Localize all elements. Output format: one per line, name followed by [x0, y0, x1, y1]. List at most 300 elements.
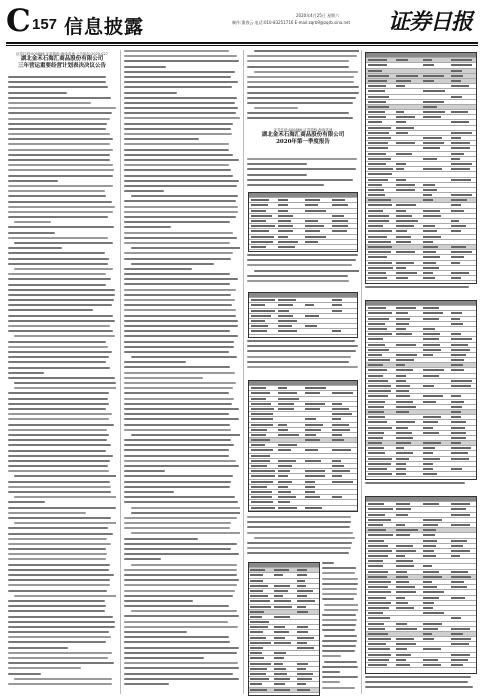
text-line — [247, 174, 307, 176]
text-line — [8, 501, 45, 503]
table-cell — [423, 246, 438, 248]
text-line — [247, 350, 356, 352]
text-line — [124, 159, 239, 161]
text-line — [8, 377, 115, 379]
text-column-4-note — [365, 286, 475, 296]
table-cell — [305, 424, 323, 426]
table-cell — [297, 606, 306, 608]
table-cell — [451, 540, 467, 542]
text-line — [124, 429, 231, 431]
table-cell — [423, 262, 436, 264]
table-cell — [396, 359, 414, 361]
table-cell — [368, 64, 387, 66]
table-cell — [368, 267, 393, 269]
text-line — [8, 206, 115, 208]
announcement-2-title-2: 2020年第一季度报告 — [276, 138, 330, 145]
table-cell — [250, 600, 270, 602]
text-line — [8, 673, 41, 675]
text-line — [124, 294, 231, 296]
table-cell — [368, 623, 384, 625]
text-line — [247, 521, 351, 523]
table-cell — [250, 689, 266, 691]
table-cell — [332, 460, 340, 462]
text-line — [124, 71, 235, 73]
table-cell — [368, 80, 387, 82]
table-cell — [305, 496, 320, 498]
table-cell — [251, 330, 267, 332]
text-column-1 — [8, 76, 116, 694]
text-line — [124, 278, 238, 280]
table-cell — [297, 626, 308, 628]
table-cell — [368, 272, 386, 274]
text-line — [8, 175, 113, 177]
table-cell — [278, 241, 298, 243]
table-cell — [451, 401, 464, 403]
table-cell — [396, 369, 413, 371]
table-cell — [451, 142, 470, 144]
text-line — [322, 583, 358, 585]
text-line — [324, 661, 357, 663]
text-line — [8, 169, 114, 171]
table-cell — [250, 580, 263, 582]
table-cell — [451, 468, 462, 470]
table-cell — [278, 315, 293, 317]
table-cell — [251, 444, 265, 446]
table-cell — [368, 427, 392, 429]
text-line — [322, 676, 358, 678]
text-line — [8, 398, 108, 400]
text-line — [8, 143, 110, 145]
table-cell — [451, 380, 472, 382]
table-cell — [368, 380, 388, 382]
table-cell — [251, 304, 265, 306]
table-cell — [368, 328, 387, 330]
text-line — [124, 216, 236, 218]
text-line — [322, 562, 334, 564]
financial-table — [248, 292, 358, 338]
text-line — [8, 309, 93, 311]
text-line — [247, 264, 352, 266]
table-cell — [423, 328, 435, 330]
text-line — [124, 626, 238, 628]
table-cell — [396, 390, 410, 392]
text-line — [247, 81, 354, 83]
table-row — [366, 472, 476, 477]
table-cell — [423, 277, 434, 279]
table-cell — [251, 408, 274, 410]
table-cell — [251, 486, 267, 488]
table-cell — [368, 147, 387, 149]
text-line — [124, 496, 235, 498]
table-cell — [251, 315, 271, 317]
table-cell — [368, 437, 383, 439]
text-line — [124, 299, 235, 301]
income-statement-table — [365, 300, 477, 480]
table-cell — [368, 648, 390, 650]
table-cell — [274, 616, 290, 618]
table-cell — [251, 241, 273, 243]
text-column-4-note — [365, 482, 475, 492]
table-cell — [423, 395, 443, 397]
text-line — [8, 247, 62, 249]
table-cell — [297, 600, 315, 602]
text-line — [8, 226, 114, 228]
text-line — [324, 609, 358, 611]
table-cell — [251, 429, 267, 431]
table-cell — [368, 519, 391, 521]
table-cell — [396, 555, 405, 557]
table-cell — [251, 460, 270, 462]
text-line — [322, 619, 357, 621]
text-line — [124, 81, 238, 83]
table-cell — [250, 683, 262, 685]
table-cell — [274, 642, 291, 644]
text-line — [8, 538, 107, 540]
table-cell — [396, 602, 408, 604]
table-cell — [332, 392, 353, 394]
table-cell — [423, 80, 434, 82]
table-cell — [396, 380, 406, 382]
text-line — [124, 501, 238, 503]
table-cell — [251, 496, 272, 498]
text-line — [131, 507, 240, 509]
text-line — [8, 351, 112, 353]
text-line — [124, 657, 204, 659]
table-cell — [332, 439, 344, 441]
table-cell — [274, 569, 289, 571]
table-cell — [274, 595, 283, 597]
text-line — [124, 149, 229, 151]
table-cell — [368, 508, 393, 510]
text-line — [124, 569, 237, 571]
text-line — [8, 424, 114, 426]
table-cell — [332, 299, 342, 301]
table-cell — [451, 199, 468, 201]
table-cell — [423, 338, 438, 340]
table-cell — [396, 524, 405, 526]
table-cell — [251, 225, 275, 227]
table-cell — [368, 458, 392, 460]
text-line — [8, 216, 108, 218]
text-line — [124, 408, 239, 410]
text-line — [8, 330, 113, 332]
announcement-2-heading — [249, 128, 357, 145]
text-column-3-mid — [247, 254, 359, 290]
text-line — [8, 418, 109, 420]
table-cell — [297, 668, 305, 670]
text-line — [8, 408, 106, 410]
table-cell — [305, 475, 325, 477]
table-cell — [423, 59, 431, 61]
table-cell — [423, 90, 444, 92]
table-cell — [278, 310, 288, 312]
table-cell — [451, 75, 463, 77]
text-line — [8, 97, 111, 99]
text-line — [247, 117, 353, 119]
table-cell — [396, 503, 410, 505]
text-line — [124, 133, 232, 135]
table-cell — [396, 395, 410, 397]
table-cell — [251, 387, 266, 389]
text-line — [124, 200, 236, 202]
table-cell — [368, 401, 385, 403]
text-line — [8, 626, 115, 628]
table-cell — [250, 637, 266, 639]
table-cell — [368, 199, 390, 201]
table-cell — [274, 631, 289, 633]
table-cell — [305, 491, 315, 493]
section-letter: C — [6, 3, 31, 39]
table-cell — [332, 330, 340, 332]
table-cell — [368, 555, 388, 557]
text-line — [124, 553, 239, 555]
text-line — [124, 584, 237, 586]
text-line — [124, 382, 236, 384]
table-cell — [396, 447, 405, 449]
table-cell — [305, 392, 320, 394]
table-cell — [305, 460, 321, 462]
table-cell — [451, 437, 467, 439]
table-cell — [423, 184, 435, 186]
text-line — [124, 538, 198, 540]
table-cell — [305, 325, 317, 327]
table-cell — [250, 657, 264, 659]
text-line — [124, 107, 238, 109]
table-cell — [305, 408, 320, 410]
text-line — [124, 268, 192, 270]
table-cell — [368, 220, 388, 222]
table-cell — [396, 458, 409, 460]
table-cell — [423, 137, 442, 139]
table-cell — [332, 413, 352, 415]
text-line — [14, 595, 116, 597]
text-line — [14, 387, 116, 389]
table-cell — [396, 230, 407, 232]
text-line — [8, 647, 68, 649]
table-cell — [251, 418, 273, 420]
table-cell — [396, 111, 404, 113]
table-cell — [368, 75, 389, 77]
table-cell — [396, 163, 406, 165]
text-line — [8, 237, 108, 239]
text-line — [8, 481, 110, 483]
table-row — [249, 688, 319, 693]
table-cell — [305, 241, 318, 243]
table-cell — [368, 452, 385, 454]
table-cell — [332, 470, 350, 472]
text-line — [124, 128, 231, 130]
text-line — [254, 50, 359, 52]
table-cell — [278, 444, 297, 446]
text-line — [247, 66, 349, 68]
table-cell — [332, 465, 344, 467]
table-cell — [451, 514, 470, 516]
table-cell — [278, 225, 293, 227]
table-cell — [274, 673, 288, 675]
text-line — [124, 403, 232, 405]
text-line — [8, 605, 106, 607]
text-line — [254, 537, 355, 539]
table-cell — [423, 581, 431, 583]
text-line — [365, 286, 469, 288]
table-cell — [396, 277, 408, 279]
table-cell — [396, 401, 413, 403]
table-cell — [368, 246, 391, 248]
table-cell — [451, 452, 469, 454]
table-cell — [368, 184, 382, 186]
table-cell — [396, 116, 415, 118]
table-cell — [451, 59, 472, 61]
table-cell — [423, 463, 433, 465]
table-cell — [278, 470, 290, 472]
table-cell — [278, 429, 288, 431]
table-cell — [278, 325, 292, 327]
text-line — [247, 86, 359, 88]
table-cell — [396, 344, 416, 346]
table-cell — [423, 503, 438, 505]
table-cell — [451, 147, 470, 149]
table-cell — [332, 310, 342, 312]
table-cell — [396, 179, 407, 181]
table-cell — [368, 364, 383, 366]
table-cell — [396, 659, 407, 661]
text-line — [14, 335, 115, 337]
table-cell — [250, 611, 263, 613]
table-cell — [297, 574, 307, 576]
table-cell — [423, 369, 443, 371]
table-cell — [305, 199, 320, 201]
text-line — [8, 252, 105, 254]
table-cell — [451, 246, 466, 248]
table-cell — [423, 648, 441, 650]
table-cell — [368, 390, 391, 392]
table-cell — [368, 617, 390, 619]
table-cell — [396, 364, 406, 366]
table-cell — [368, 106, 388, 108]
text-line — [247, 280, 349, 282]
text-line — [124, 662, 238, 664]
table-cell — [278, 304, 293, 306]
text-line — [124, 548, 231, 550]
table-cell — [250, 574, 263, 576]
text-line — [124, 418, 239, 420]
table-cell — [368, 534, 392, 536]
table-cell — [251, 455, 270, 457]
table-cell — [451, 354, 466, 356]
table-cell — [274, 652, 287, 654]
table-cell — [423, 659, 438, 661]
text-line — [8, 543, 111, 545]
text-line — [8, 294, 115, 296]
table-cell — [396, 468, 406, 470]
table-cell — [368, 602, 391, 604]
table-cell — [297, 595, 307, 597]
text-line — [124, 66, 166, 68]
table-cell — [451, 153, 465, 155]
text-line — [8, 133, 110, 135]
table-cell — [451, 427, 465, 429]
table-cell — [297, 590, 313, 592]
table-cell — [423, 116, 441, 118]
table-cell — [332, 230, 347, 232]
text-line — [14, 382, 115, 384]
table-cell — [368, 225, 383, 227]
table-cell — [396, 571, 407, 573]
table-cell — [423, 147, 440, 149]
text-line — [247, 97, 356, 99]
masthead — [6, 4, 478, 44]
table-cell — [305, 315, 319, 317]
table-cell — [278, 403, 294, 405]
table-cell — [368, 654, 391, 656]
table-cell — [423, 385, 434, 387]
text-line — [124, 92, 177, 94]
issue-date: 2020年4月25日 星期六 — [296, 13, 340, 18]
text-line — [8, 413, 112, 415]
table-cell — [332, 475, 342, 477]
text-line — [8, 76, 106, 78]
table-cell — [396, 385, 410, 387]
table-cell — [278, 507, 297, 509]
section-title: 信息披露 — [64, 16, 145, 38]
text-line — [247, 516, 351, 518]
text-line — [8, 470, 109, 472]
balance-sheet-table — [365, 52, 477, 284]
table-cell — [278, 398, 299, 400]
text-line — [14, 522, 116, 524]
table-cell — [278, 230, 293, 232]
text-line — [124, 543, 237, 545]
table-row — [249, 506, 357, 511]
table-cell — [396, 643, 416, 645]
text-line — [8, 667, 81, 669]
table-cell — [451, 555, 460, 557]
text-line — [247, 552, 349, 554]
table-cell — [396, 586, 416, 588]
text-line — [124, 615, 239, 617]
table-cell — [368, 359, 390, 361]
table-cell — [423, 236, 440, 238]
table-cell — [451, 447, 472, 449]
table-cell — [451, 132, 473, 134]
table-cell — [368, 277, 386, 279]
table-cell — [297, 580, 305, 582]
table-cell — [423, 565, 431, 567]
table-cell — [451, 220, 459, 222]
table-cell — [274, 668, 287, 670]
table-cell — [368, 406, 384, 408]
table-cell — [451, 204, 462, 206]
table-cell — [396, 375, 406, 377]
text-line — [124, 351, 229, 353]
text-line — [8, 610, 105, 612]
announcement-1-code: 证券代码:000886 证券简称:海南高速 公告编号:2020-027 — [16, 52, 108, 56]
text-line — [8, 450, 106, 452]
text-line — [8, 367, 110, 369]
table-cell — [274, 683, 286, 685]
table-cell — [423, 550, 434, 552]
text-line — [124, 169, 231, 171]
table-cell — [278, 215, 292, 217]
table-cell — [451, 550, 470, 552]
text-line — [247, 526, 350, 528]
table-cell — [251, 220, 266, 222]
text-line — [124, 164, 229, 166]
table-cell — [305, 304, 314, 306]
text-line — [124, 470, 165, 472]
table-cell — [396, 251, 415, 253]
table-cell — [278, 491, 291, 493]
